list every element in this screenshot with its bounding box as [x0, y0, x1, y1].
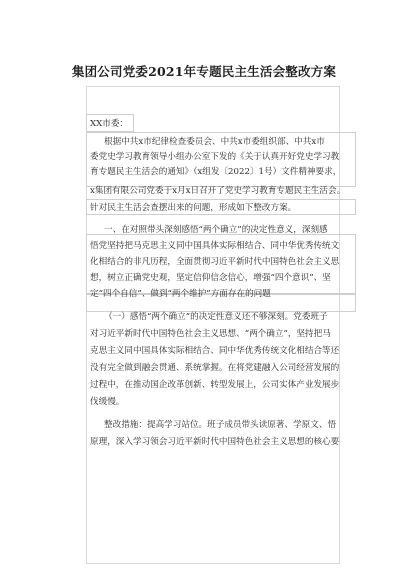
text-line: 过程中，在推动国企改革创新、转型发展上，公司实体产业发展步 — [90, 380, 340, 390]
text-line: 悟党坚持把马克思主义同中国具体实际相结合、同中华优秀传统文 — [90, 241, 340, 251]
text-line: 想，树立正确党史观，坚定信仰信念信心，增强“四个意识”、坚 — [90, 273, 331, 283]
text-line: x集团有限公司党委于x月x日召开了党史学习教育专题民主生活会。 — [90, 186, 346, 196]
text-line: 委党史学习教育领导小组办公室下发的《关于认真开好党史学习教 — [90, 152, 340, 162]
text-line: 克思主义同中国具体实际相结合、同中华优秀传统文化相结合等还 — [90, 346, 340, 356]
salutation: XX市委： — [90, 119, 129, 129]
text-line: 对习近平新时代中国特色社会主义思想、“两个确立”，坚持把马 — [90, 329, 331, 339]
text-line: 没有完全做到融会贯通、系统掌握。在将党建融入公司经营发展的 — [90, 363, 340, 373]
document-title: 集团公司党委2021年专题民主生活会整改方案 — [71, 64, 337, 79]
text-line: 化相结合的非凡历程，全面贯彻习近平新时代中国特色社会主义思 — [90, 257, 340, 267]
text-line: 根据中共x市纪律检查委员会、中共x市委组织部、中共x市 — [104, 137, 325, 147]
text-line: 伐缓慢。 — [90, 397, 125, 407]
text-line: （一）感悟“两个确立”的决定性意义还不够深刻。党委班子 — [104, 312, 328, 322]
text-line: 整改措施：提高学习站位。班子成员带头读原著、学原文、悟 — [104, 420, 337, 430]
text-line: 一、在对照带头深刻感悟“两个确立”的决定性意义，深刻感 — [104, 225, 328, 235]
text-line: 针对民主生活会查摆出来的问题，形成如下整改方案。 — [90, 203, 297, 213]
text-line: 原理，深入学习领会习近平新时代中国特色社会主义思想的核心要 — [90, 437, 340, 447]
text-line: 育专题民主生活会的通知》（x组发〔2022〕1号）文件精神要求， — [90, 167, 342, 177]
text-line: 定“四个自信”、做到“两个维护”方面存在的问题 — [90, 289, 271, 299]
